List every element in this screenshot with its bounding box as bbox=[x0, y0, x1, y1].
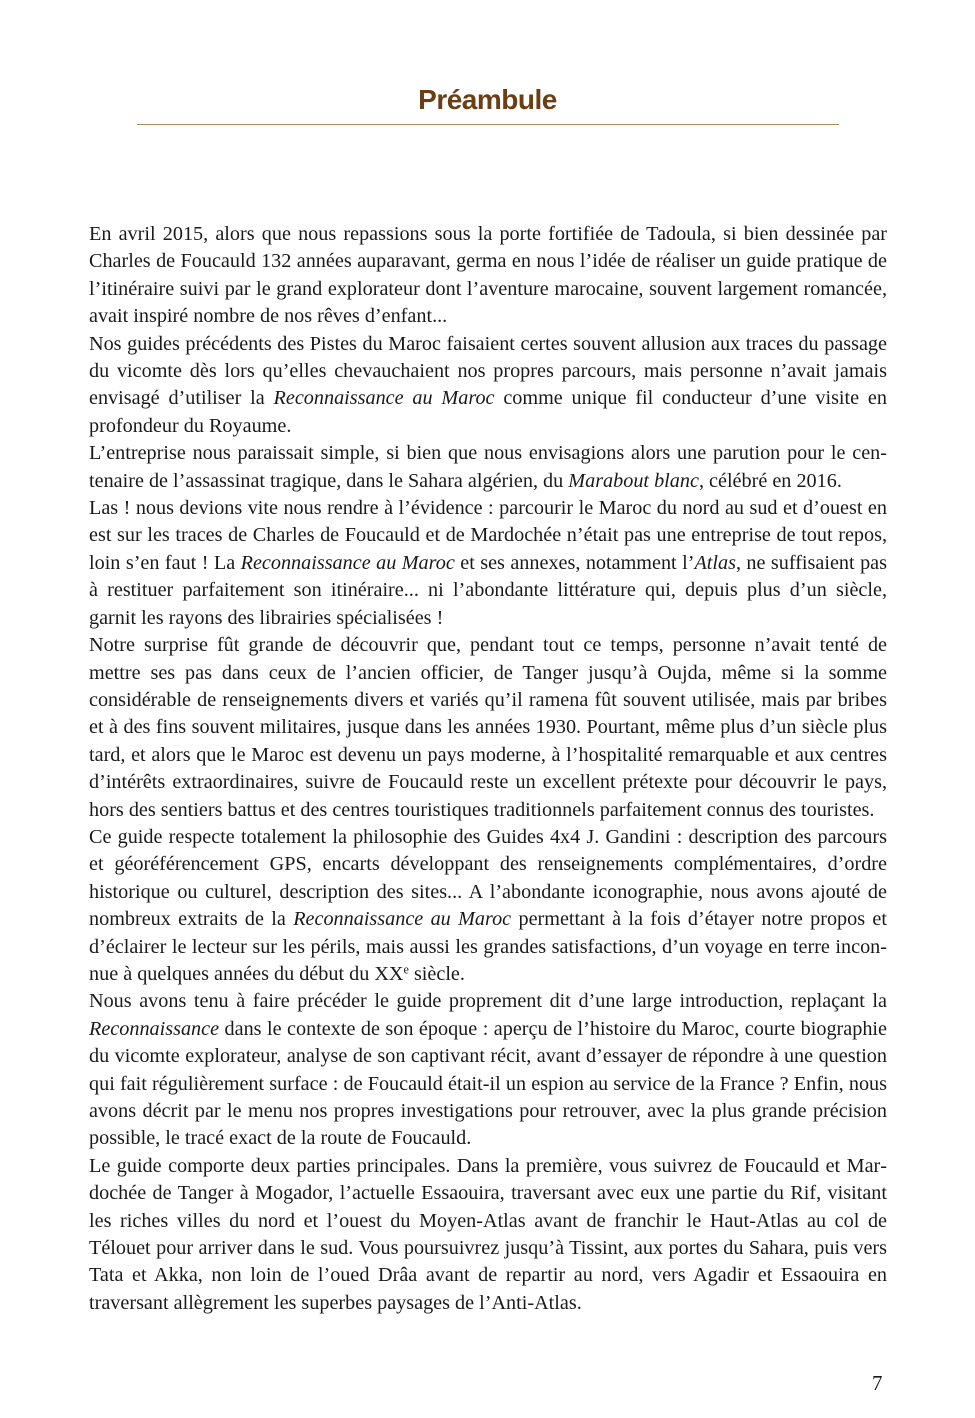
italic-reconnaissance: Reconnaissance bbox=[89, 1017, 220, 1040]
paragraph-6-text-b: permettant à la fois d’étayer notre propos et d’éclairer le lecteur sur les périls, mais aussi les grandes satisfactions, d’un voyage en terre inconnue à quelques années du début du XX bbox=[89, 908, 887, 985]
body-text bbox=[89, 221, 887, 1317]
superscript-e: e bbox=[403, 962, 409, 977]
book-title-reconnaissance: Reconnaissance au Maroc bbox=[240, 551, 455, 574]
book-title-reconnaissance: Reconnaissance au Maroc bbox=[293, 908, 512, 931]
paragraph-1: En avril 2015, alors que nous repassions sous la porte fortifiée de Tadoula, si bien dessinée par Charles de Foucauld 132 années auparavant, germa en nous l’idée de réaliser un guide pratique de l’itinéraire suivi par le grand explorateur dont l’aventure marocaine, souvent largement romancée, avait inspiré nombre de nos rêves d’enfant... bbox=[89, 223, 887, 328]
book-title-reconnaissance: Reconnaissance au Maroc bbox=[273, 387, 495, 410]
page-number: 7 bbox=[872, 1371, 883, 1395]
paragraph-3-text-a: L’entreprise nous paraissait simple, si bien que nous envisagions alors une parution pour le centenaire de l’assassinat tragique, dans le Sahara algérien, du bbox=[89, 442, 887, 492]
paragraph-2-text-b: comme unique fil conducteur d’une visite en profondeur du Royaume. bbox=[89, 387, 887, 437]
paragraph-3 bbox=[89, 440, 887, 495]
paragraph-4 bbox=[89, 495, 887, 632]
paragraph-7-text-b: dans le contexte de son époque : aperçu de l’histoire du Maroc, courte biographie du vicomte explorateur, analyse de son captivant récit, avant d’essayer de répondre à une question qui fait régulièrement surface : de Foucauld était-il un espion au service de la France ? Enfin, nous avons décrit par le menu nos propres investigations pour retrouver, avec la plus grande précision possible, le tracé exact de la route de Foucauld. bbox=[89, 1017, 887, 1150]
title-rule bbox=[137, 124, 839, 125]
paragraph-8: Le guide comporte deux parties principales. Dans la première, vous suivrez de Foucauld et Mardochée de Tanger à Mogador, l’actuelle Essaouira, traversant avec eux une partie du Rif, visitant les riches villes du nord et l’ouest du Moyen-Atlas avant de franchir le Haut-Atlas au col de Télouet pour arriver dans le sud. Vous poursuivrez jusqu’à Tissint, aux portes du Sahara, puis vers Tata et Akka, non loin de l’oued Drâa avant de repartir au nord, vers Agadir et Essaouira en traversant allègrement les superbes paysages de l’Anti-Atlas. bbox=[89, 1154, 887, 1314]
paragraph-4-text-b: et ses annexes, notamment l’ bbox=[454, 551, 695, 574]
paragraph-6 bbox=[89, 824, 887, 988]
paragraph-4-text-a: Las ! nous devions vite nous rendre à l’évidence : parcourir le Maroc du nord au sud et d’ouest en est sur les traces de Charles de Foucauld et de Mardochée n’était pas une entreprise de tout repos, loin s’en faut ! La bbox=[89, 497, 887, 574]
paragraph-3-text-b: , célébré en 2016. bbox=[698, 469, 842, 492]
paragraph-2 bbox=[89, 331, 887, 441]
paragraph-5: Notre surprise fût grande de découvrir que, pendant tout ce temps, personne n’avait tenté de mettre ses pas dans ceux de l’ancien officier, de Tanger jusqu’à Oujda, même si la somme considérable de renseignements divers et variés qu’il ramena fût souvent utilisée, mais par bribes et à des fins souvent militaires, jusque dans les années 1930. Pourtant, même plus d’un siècle plus tard, et alors que le Maroc est devenu un pays moderne, à l’hospitalité remarquable et aux centres d’intérêts extraordinaires, suivre de Foucauld reste un excellent prétexte pour découvrir le pays, hors des sentiers battus et des centres touristiques traditionnels parfaitement connus des touristes. bbox=[89, 634, 887, 821]
italic-atlas: Atlas bbox=[694, 551, 736, 574]
paragraph-7 bbox=[89, 988, 887, 1152]
paragraph-4-text-c: , ne suffisaient pas à restituer parfaitement son itinéraire... ni l’abondante littérature qui, depuis plus d’un siècle, garnit les rayons des librairies spécialisées ! bbox=[89, 551, 887, 629]
paragraph-6-text-a: Ce guide respecte totalement la philosophie des Guides 4x4 J. Gandini : description des parcours et géoréférencement GPS, encarts développant des renseignements complémentaires, d’ordre historique ou culturel, description des sites... A l’abondante iconographie, nous avons ajouté de nombreux extraits de la bbox=[89, 825, 887, 931]
paragraph-6-text-c: siècle. bbox=[408, 962, 465, 985]
paragraph-2-text-a: Nos guides précédents des Pistes du Maroc faisaient certes souvent allusion aux traces du passage du vicomte dès lors qu’elles chevauchaient nos propres parcours, mais personne n’avait jamais envisagé d’utiliser la bbox=[89, 332, 887, 410]
italic-marabout-blanc: Marabout blanc bbox=[568, 469, 699, 492]
page-title: Préambule bbox=[418, 84, 557, 115]
paragraph-7-text-a: Nous avons tenu à faire précéder le guide proprement dit d’une large introduction, replaçant la bbox=[89, 990, 887, 1013]
